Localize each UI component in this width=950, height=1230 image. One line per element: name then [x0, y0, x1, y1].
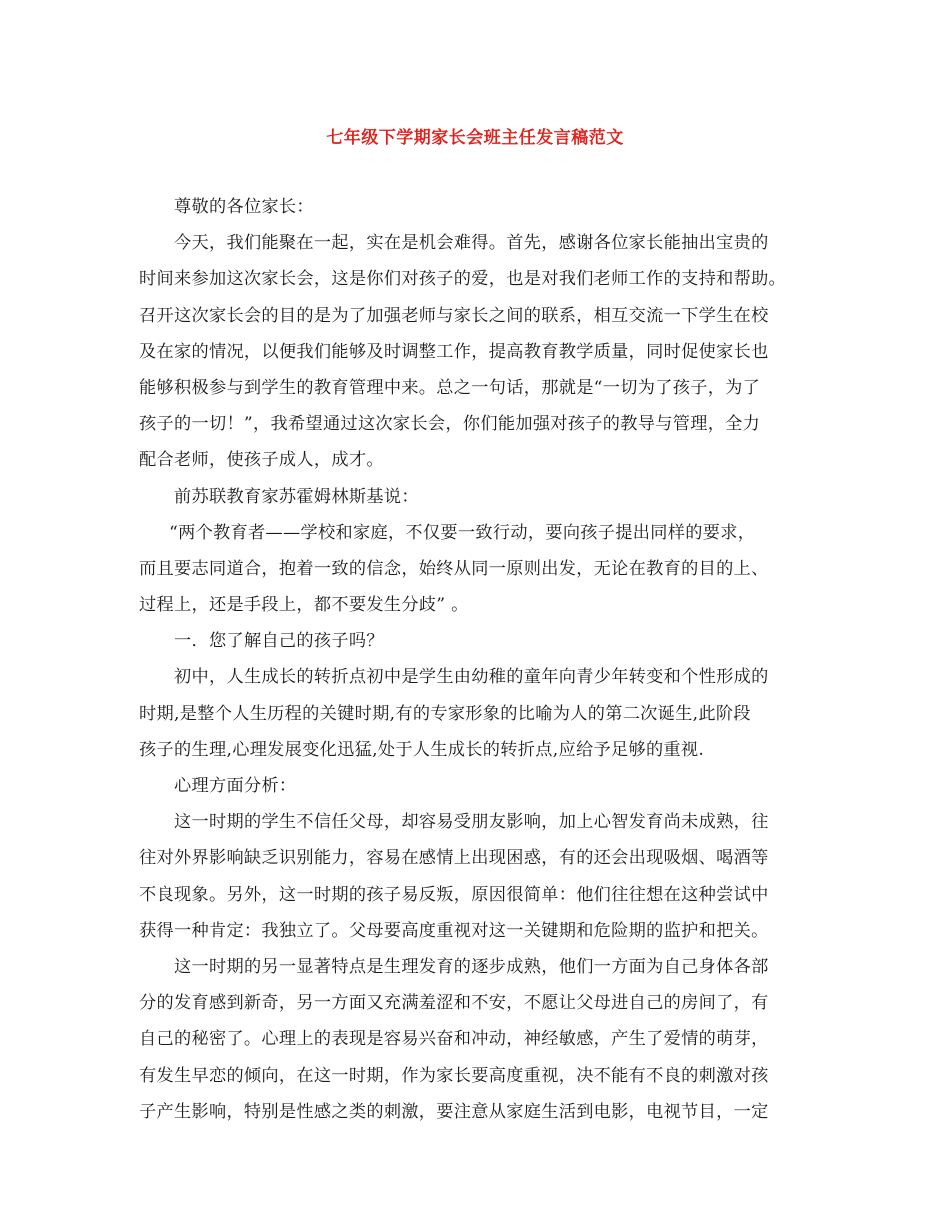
quote-line: 而且要志同道合，抱着一致的信念，始终从同一原则出发，无论在教育的目的上、 — [139, 558, 769, 579]
quote-intro-line: 前苏联教育家苏霍姆林斯基说： — [174, 486, 419, 507]
paragraph-line: 能够积极参与到学生的教育管理中来。总之一句话，那就是“一切为了孩子，为了 — [139, 377, 761, 398]
paragraph-line: 配合老师，使孩子成人，成才。 — [139, 450, 384, 471]
paragraph-line: 不良现象。另外，这一时期的孩子易反叛，原因很简单：他们往往想在这种尝试中 — [139, 884, 769, 905]
quote-line: 过程上，还是手段上，都不要发生分歧” 。 — [139, 595, 469, 616]
paragraph-line: 子产生影响，特别是性感之类的刺激，要注意从家庭生活到电影，电视节目，一定 — [139, 1101, 769, 1122]
section-heading: 一．您了解自己的孩子吗？ — [174, 631, 384, 652]
paragraph-line: 有发生早恋的倾向，在这一时期，作为家长要高度重视，决不能有不良的刺激对孩 — [139, 1065, 769, 1086]
paragraph-line: 这一时期的学生不信任父母，却容易受朋友影响，加上心智发育尚未成熟，往 — [174, 812, 769, 833]
document-title: 七年级下学期家长会班主任发言稿范文 — [326, 128, 624, 148]
paragraph-line: 往对外界影响缺乏识别能力，容易在感情上出现困惑，有的还会出现吸烟、喝酒等 — [139, 848, 769, 869]
paragraph-line: 今天，我们能聚在一起，实在是机会难得。首先，感谢各位家长能抽出宝贵的 — [174, 233, 769, 254]
paragraph-line: 召开这次家长会的目的是为了加强老师与家长之间的联系，相互交流一下学生在校 — [139, 305, 769, 326]
subsection-heading: 心理方面分析： — [174, 776, 297, 796]
paragraph-line: 孩子的一切！”，我希望通过这次家长会，你们能加强对孩子的教导与管理，全力 — [139, 414, 761, 435]
paragraph-line: 这一时期的另一显著特点是生理发育的逐步成熟，他们一方面为自己身体各部 — [174, 956, 769, 977]
quote-line: “两个教育者——学校和家庭，不仅要一致行动，要向孩子提出同样的要求， — [169, 522, 756, 543]
paragraph-line: 孩子的生理,心理发展变化迅猛,处于人生成长的转折点,应给予足够的重视. — [139, 739, 705, 760]
paragraph-line: 时间来参加这次家长会，这是你们对孩子的爱，也是对我们老师工作的支持和帮助。 — [139, 269, 787, 290]
paragraph-line: 及在家的情况，以便我们能够及时调整工作，提高教育教学质量，同时促使家长也 — [139, 341, 769, 362]
salutation-line: 尊敬的各位家长： — [174, 197, 314, 217]
document-body — [139, 193, 829, 1134]
paragraph-line: 分的发育感到新奇，另一方面又充满羞涩和不安，不愿让父母进自己的房间了，有 — [139, 993, 769, 1014]
paragraph-line: 自己的秘密了。心理上的表现是容易兴奋和冲动，神经敏感，产生了爱情的萌芽， — [139, 1029, 769, 1050]
paragraph-line: 初中，人生成长的转折点初中是学生由幼稚的童年向青少年转变和个性形成的 — [174, 667, 769, 688]
paragraph-line: 时期,是整个人生历程的关键时期,有的专家形象的比喻为人的第二次诞生,此阶段 — [139, 703, 751, 724]
paragraph-line: 获得一种肯定：我独立了。父母要高度重视对这一关键期和危险期的监护和把关。 — [139, 920, 769, 941]
